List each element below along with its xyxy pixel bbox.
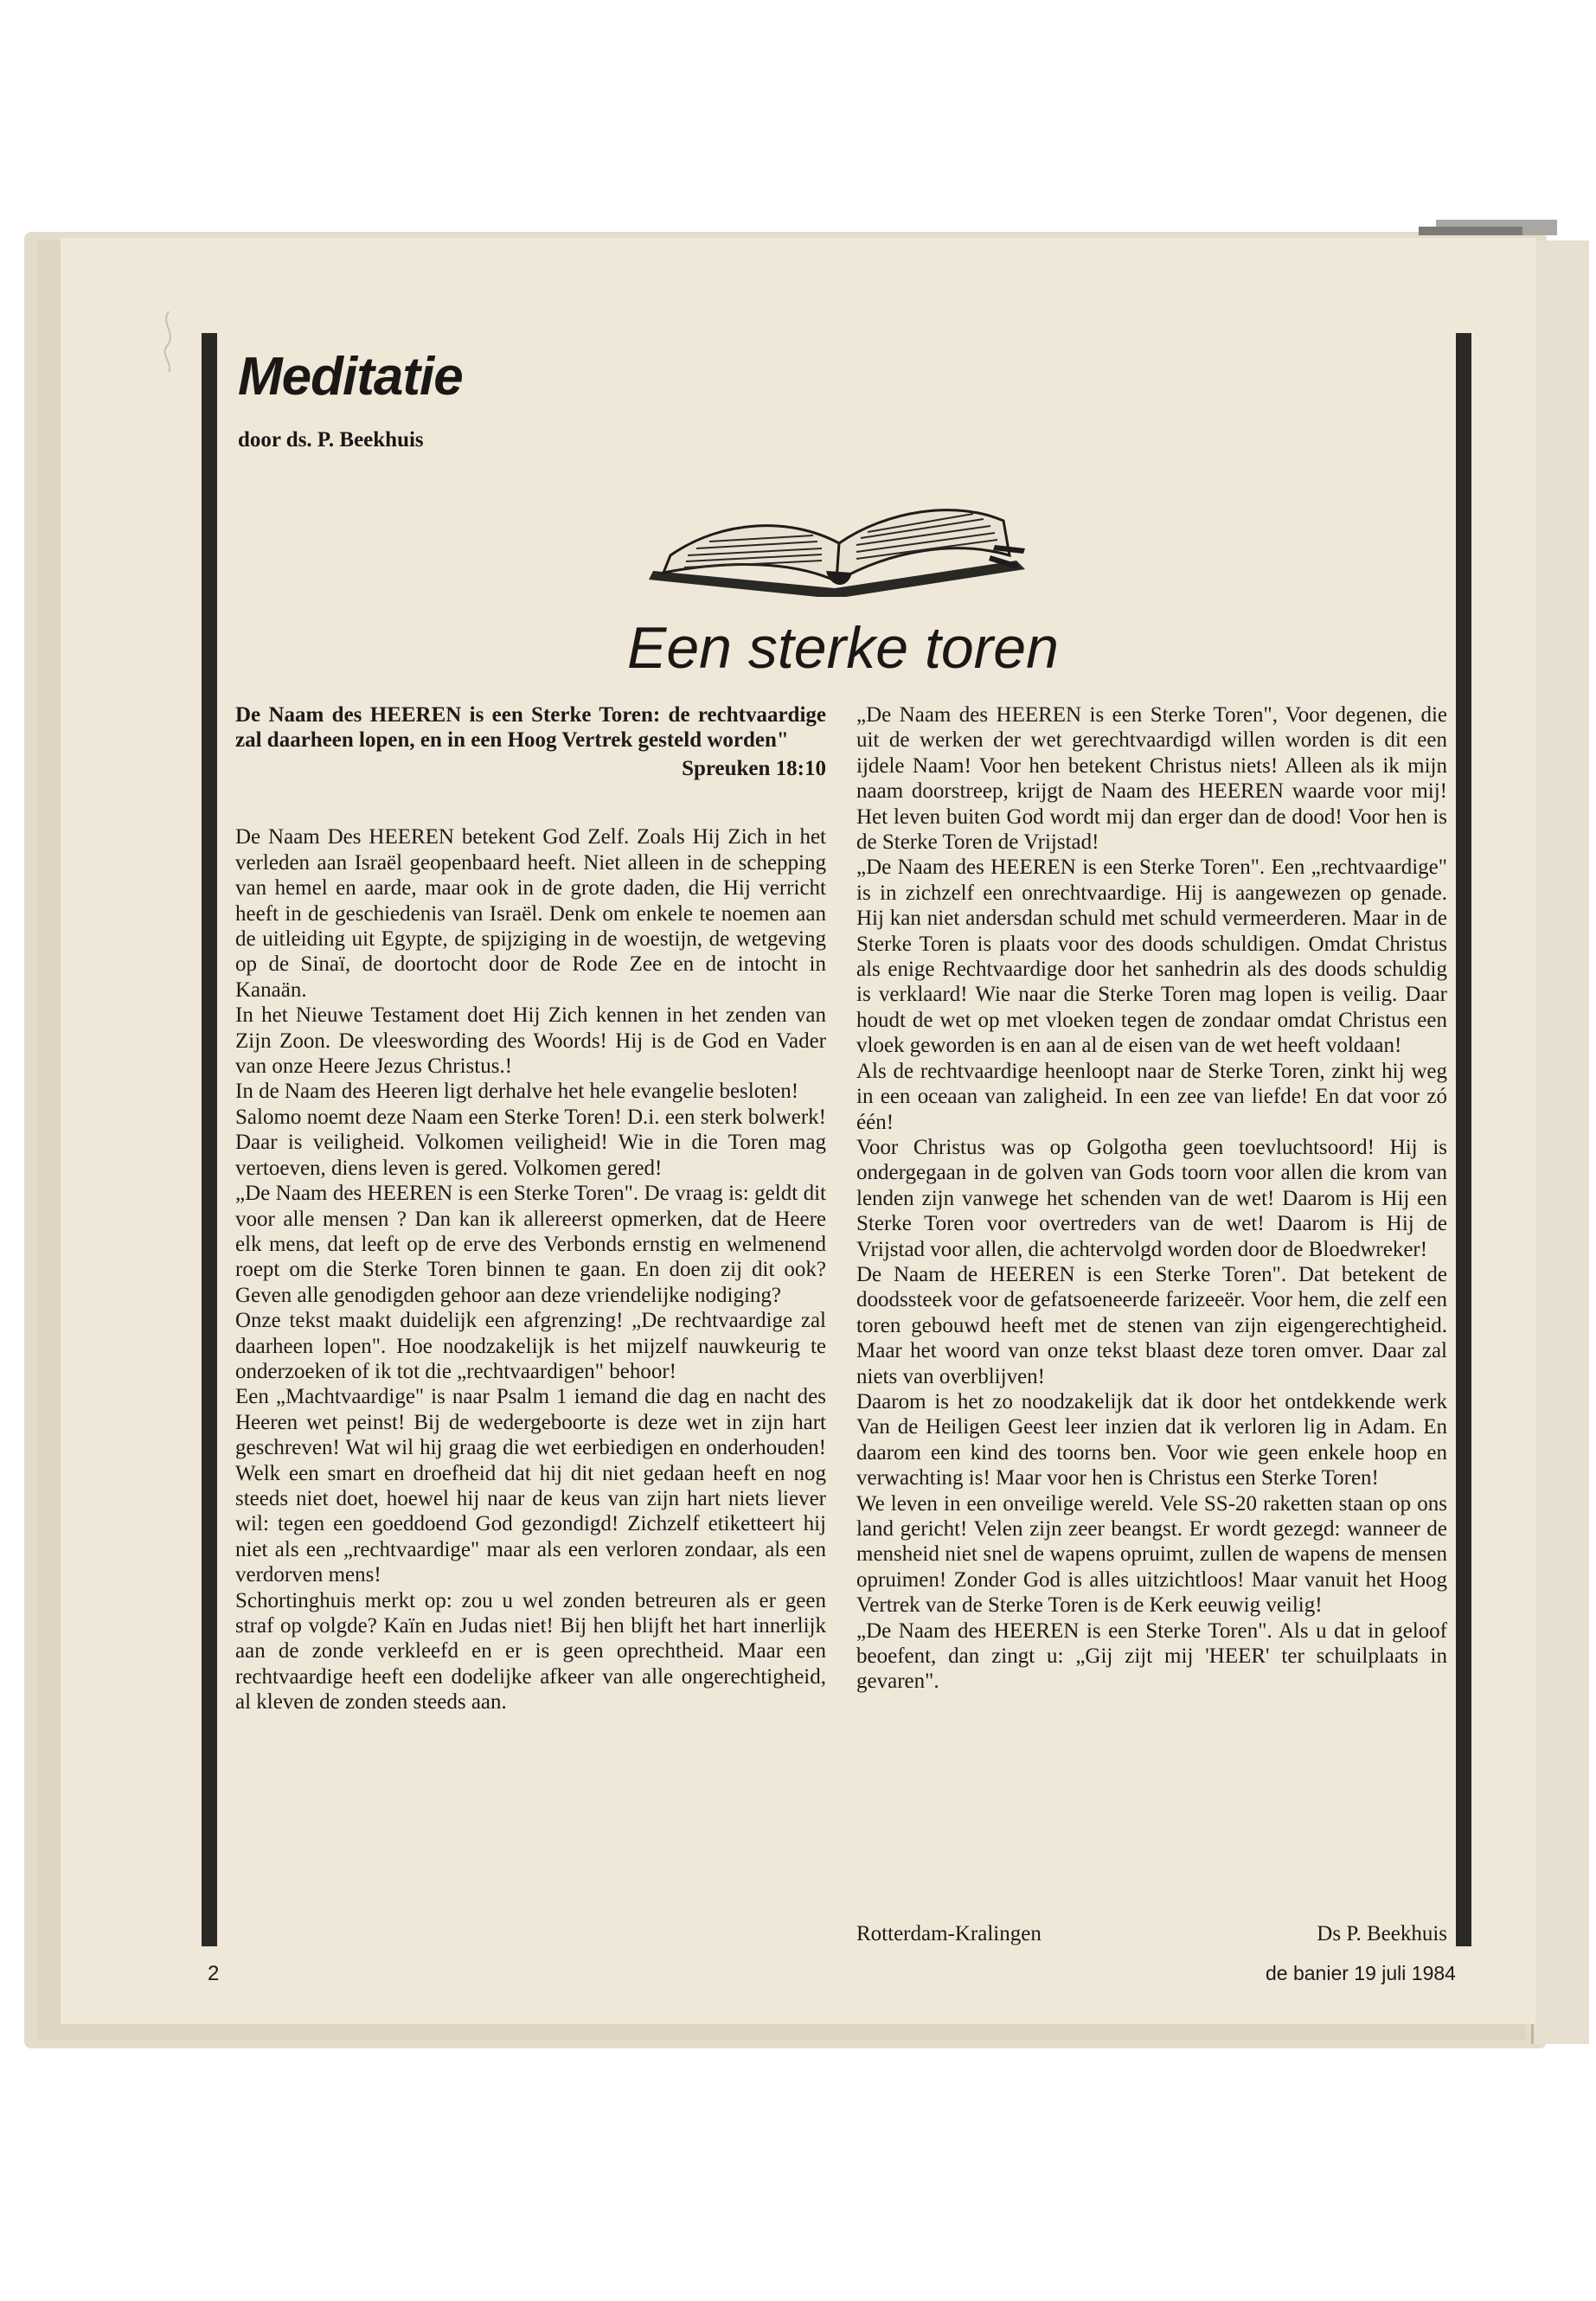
signature-row — [856, 1922, 1447, 1946]
right-column-rule — [1456, 333, 1471, 1946]
open-bible-icon — [644, 458, 1034, 597]
left-column — [235, 702, 826, 1715]
right-paragraph: „De Naam des HEEREN is een Sterke Toren". Een „rechtvaardige" is in zichzelf een onrechtvaardige. Hij is aangewezen op genade. Hij kan niet andersdan schuld met schuld vermeerderen. Maar in de Sterke Toren is plaats voor des doods schuldigen. Omdat Christus als enige Rechtvaardige door het sanhedrin als des doods schuldig is verklaard! Wie naar die Sterke Toren mag lopen is veilig. Daar houdt de wet op met vloeken tegen de zondaar omdat Christus een vloek geworden is en aan al de eisen van de wet heeft voldaan! — [856, 856, 1447, 1058]
left-paragraph: „De Naam des HEEREN is een Sterke Toren". De vraag is: geldt dit voor alle mensen ? Dan kan ik allereerst opmerken, dat de Heere elk mens, dat leeft op de erve des Verbonds ernstig en welmenend roept om die Sterke Toren binnen te gaan. En doen zij dit ook? Geven alle genodigden gehoor aan deze vriendelijke nodiging? — [235, 1182, 826, 1307]
epigraph-spacer — [235, 781, 826, 824]
binding-strip-dark — [1419, 227, 1522, 235]
left-paragraph: De Naam Des HEEREN betekent God Zelf. Zoals Hij Zich in het verleden aan Israël geopenbaard heeft. Niet alleen in de schepping van hemel en aarde, maar ook in de grote daden, die Hij verricht heeft in de geschiedenis van Israël. Denk om enkele te noemen aan de uitleiding uit Egypte, de spijziging in de woestijn, de wetgeving op de Sinaï, de doortocht door de Rode Zee en de intocht in Kanaän. — [235, 825, 826, 1002]
left-paragraph: Schortinghuis merkt op: zou u wel zonden betreuren als er geen straf op volgde? Kaïn en Judas niet! Bij hen blijft het hart innerlijk aan de zonde verkleefd en er is geen oprechtheid. Maar een rechtvaardige heeft een dodelijke afkeer van alle ongerechtigheid, al kleven de zonden steeds aan. — [235, 1588, 826, 1715]
pencil-mark-icon — [151, 307, 186, 376]
right-column — [856, 702, 1447, 1695]
left-paragraph: Onze tekst maakt duidelijk een afgrenzing! „De rechtvaardige zal daarheen lopen". Hoe noodzakelijk is het mijzelf nauwkeurig te onderzoeken of ik tot die „rechtvaardigen" behoor! — [235, 1309, 826, 1383]
left-column-rule — [202, 333, 217, 1946]
section-title: Meditatie — [238, 347, 463, 407]
left-paragraph: Een „Machtvaardige" is naar Psalm 1 iemand die dag en nacht des Heeren wet peinst! Bij de wedergeboorte is deze wet in zijn hart geschreven! Wat wil hij graag die wet eerbiedigen en onderhouden! Welk een smart en droefheid dat hij dit niet gedaan heeft en nog steeds niet doet, hoewel hij naar de keus van zijn hart niets liever wil: tegen een goeddoend God gezondigd! Zichzelf etiketteert hij niet als een „rechtvaardige" maar als een verloren zondaar, als een verdorven mens! — [235, 1385, 826, 1587]
byline: door ds. P. Beekhuis — [238, 428, 424, 452]
epigraph-reference: Spreuken 18:10 — [682, 757, 826, 780]
page-number: 2 — [208, 1962, 220, 1985]
article-title: Een sterke toren — [627, 615, 1059, 681]
left-paragraph: Salomo noemt deze Naam een Sterke Toren! D.i. een sterk bolwerk! Daar is veiligheid. Volkomen veiligheid! Wie in die Toren mag vertoeven, diens leven is gered. Volkomen gered! — [235, 1105, 826, 1180]
right-paragraph: Als de rechtvaardige heenloopt naar de Sterke Toren, zinkt hij weg in een oceaan van zaligheid. In een zee van liefde! En dat voor zó één! — [856, 1059, 1447, 1134]
right-paragraph: „De Naam des HEEREN is een Sterke Toren". Als u dat in geloof beoefent, dan zingt u: „Gij zijt mij 'HEER' ter schuilplaats in gevaren". — [856, 1618, 1447, 1694]
right-paragraph: „De Naam des HEEREN is een Sterke Toren", Voor degenen, die uit de werken der wet gerechtvaardigd willen worden is dit een ijdele Naam! Voor hen betekent Christus niets! Alleen als ik mijn naam doorstreep, krijgt de Naam des HEEREN waarde voor mij! Het leven buiten God wordt mij dan erger dan de dood! Voor hen is de Sterke Toren de Vrijstad! — [856, 703, 1447, 855]
publication-date: de banier 19 juli 1984 — [1266, 1962, 1456, 1984]
author-signature: Ds P. Beekhuis — [1317, 1922, 1447, 1945]
left-paragraph: In het Nieuwe Testament doet Hij Zich kennen in het zenden van Zijn Zoon. De vleeswording des Woords! Hij is de God en Vader van onze Heere Jezus Christus.! — [235, 1003, 826, 1079]
epigraph: De Naam des HEEREN is een Sterke Toren: de rechtvaardige zal daarheen lopen, en in een Hoog Vertrek gesteld worden" — [235, 703, 826, 752]
place-name: Rotterdam-Kralingen — [856, 1922, 1042, 1945]
right-paragraph: We leven in een onveilige wereld. Vele SS-20 raketten staan op ons land gericht! Velen zijn zeer beangst. Er wordt gezegd: wanneer de mensheid niet snel de wapens opruimt, zullen de wapens de mensen opruimen! Zonder God is alles uitzichtloos! Maar vanuit het Hoog Vertrek van de Sterke Toren is de Kerk eeuwig veilig! — [856, 1491, 1447, 1618]
left-paragraph: In de Naam des Heeren ligt derhalve het hele evangelie besloten! — [235, 1080, 799, 1104]
right-paragraph: Daarom is het zo noodzakelijk dat ik door het ontdekkende werk Van de Heiligen Geest leer inzien dat ik verloren lig in Adam. En daarom een kind des toorns ben. Voor wie geen enkele hoop en verwachting is! Maar voor hen is Christus een Sterke Toren! — [856, 1389, 1447, 1490]
right-paragraph: De Naam de HEEREN is een Sterke Toren". Dat betekent de doodssteek voor de gefatsoeneerde farizeeër. Voor hem, die zelf een toren gebouwd heeft met de stenen van zijn eigengerechtigheid. Maar het woord van onze tekst blaast deze toren omver. Daar zal niets van overblijven! — [856, 1262, 1447, 1388]
next-page-edge — [1531, 240, 1589, 2044]
right-paragraph: Voor Christus was op Golgotha geen toevluchtsoord! Hij is ondergegaan in de golven van Gods toorn voor allen die krom van lenden zijn vanwege het schenden van de wet! Daarom is Hij een Sterke Toren voor overtreders van de wet! Daarom is Hij de Vrijstad voor allen, die achtervolgd worden door de Bloedwreker! — [856, 1135, 1447, 1261]
